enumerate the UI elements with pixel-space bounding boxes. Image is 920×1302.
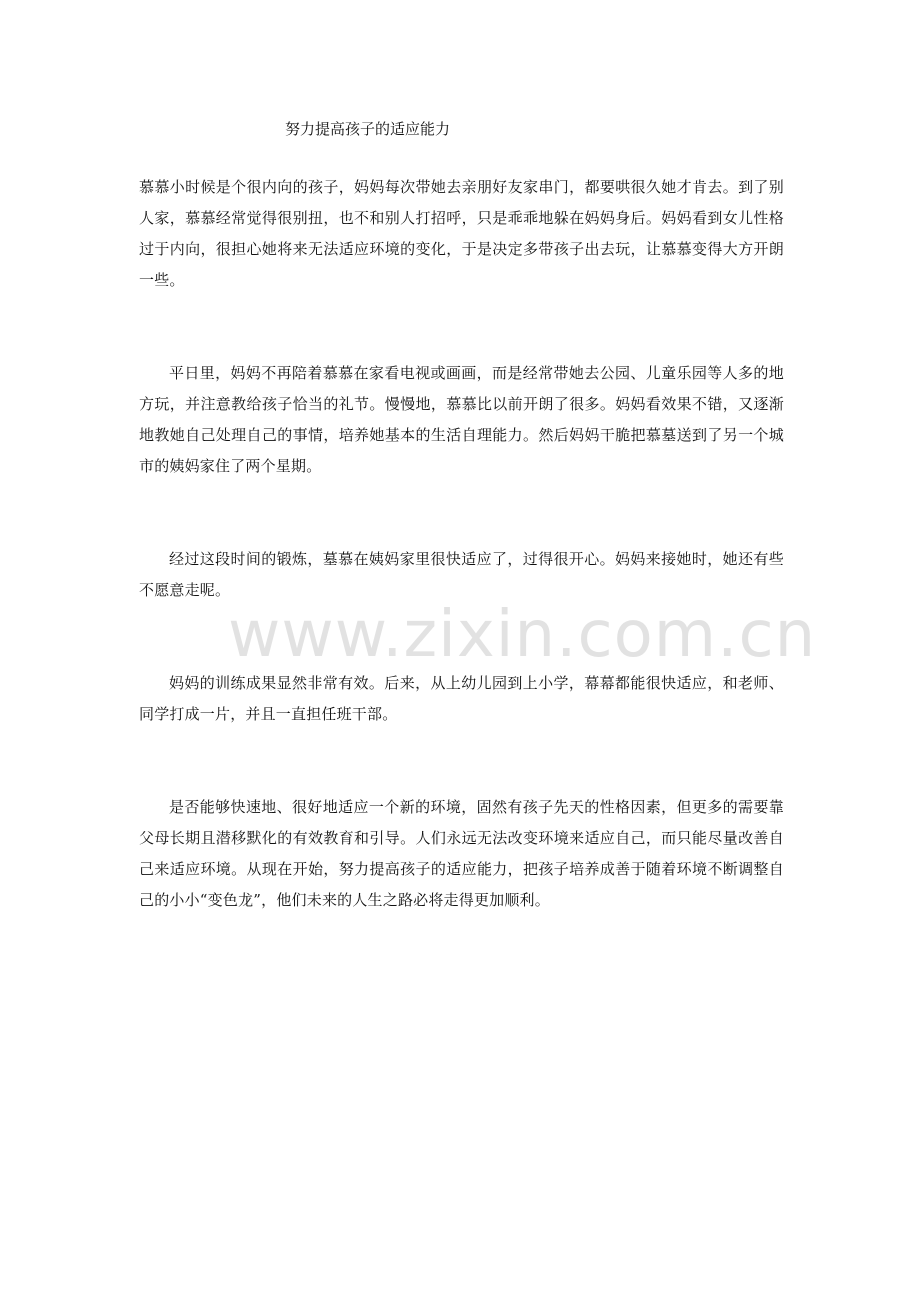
paragraph-1: 慕慕小时候是个很内向的孩子，妈妈每次带她去亲朋好友家串门，都要哄很久她才肯去。到了别人家，慕慕经常觉得很别扭，也不和别人打招呼，只是乖乖地躲在妈妈身后。妈妈看到女儿性格过于内向，很担心她将来无法适应环境的变化，于是决定多带孩子出去玩，让慕慕变得大方开朗一些。 [139, 178, 784, 289]
paragraph-2: 平日里，妈妈不再陪着慕慕在家看电视或画画，而是经常带她去公园、儿童乐园等人多的地方玩，并注意教给孩子恰当的礼节。慢慢地，慕慕比以前开朗了很多。妈妈看效果不错，又逐渐地教她自己处理自己的事情，培养她基本的生活自理能力。然后妈妈干脆把慕墓送到了另一个城市的姨妈家住了两个星期。 [139, 364, 784, 475]
paragraph-4: 妈妈的训练成果显然非常有效。后来，从上幼儿园到上小学，幕幕都能很快适应，和老师、同学打成一片，并且一直担任班干部。 [139, 674, 784, 723]
paragraph-3: 经过这段时间的锻炼，墓慕在姨妈家里很快适应了，过得很开心。妈妈来接她时，她还有些不愿意走呢。 [139, 550, 784, 599]
paragraph-5: 是否能够快速地、很好地适应一个新的环境，固然有孩子先天的性格因素，但更多的需要靠父母长期且潜移默化的有效教育和引导。人们永远无法改变环境来适应自己，而只能尽量改善自己来适应环境。从现在开始，努力提高孩子的适应能力，把孩子培养成善于随着环境不断调整自己的小小“变色龙”，他们未来的人生之路必将走得更加顺利。 [139, 798, 784, 909]
document-title: 努力提高孩子的适应能力 [285, 120, 451, 138]
document-body [139, 172, 817, 978]
site-watermark: www.zixin.com.cn [228, 598, 817, 672]
